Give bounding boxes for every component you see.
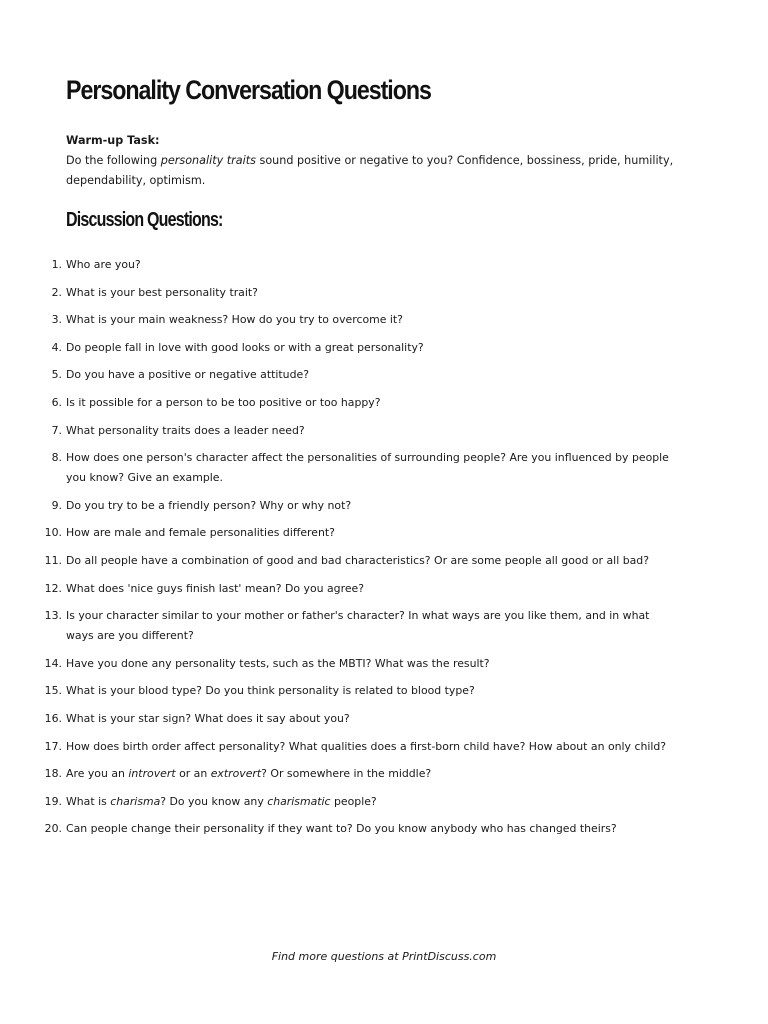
question-text-part: ? Do you know any <box>160 794 268 808</box>
question-item <box>0 792 678 812</box>
question-item <box>0 338 678 358</box>
question-number: 17. <box>44 739 62 753</box>
question-text: How does birth order affect personality? What qualities does a first-born child have? How about an only child? <box>66 739 667 753</box>
question-item <box>0 283 678 303</box>
question-text: What is your best personality trait? <box>66 285 258 299</box>
question-item <box>0 709 678 729</box>
question-item <box>0 551 678 571</box>
question-number: 13. <box>44 609 62 623</box>
warmup-text-italic: personality traits <box>160 154 256 167</box>
question-text-part: ? Or somewhere in the middle? <box>261 767 432 781</box>
question-number: 14. <box>44 656 62 670</box>
question-item <box>0 606 678 646</box>
question-item <box>0 255 678 275</box>
question-number: 2. <box>51 285 62 299</box>
question-term: charismatic <box>267 794 331 808</box>
warmup-text-after: sound positive or negative to you? Confidence, bossiness, pride, humility, dependability, optimism. <box>66 154 674 187</box>
question-number: 4. <box>51 340 62 354</box>
question-number: 9. <box>51 498 62 512</box>
question-number: 16. <box>44 711 62 725</box>
question-number: 10. <box>44 526 62 540</box>
question-number: 5. <box>51 368 62 382</box>
warmup-heading: Warm-up Task: <box>66 134 160 147</box>
question-text: Do all people have a combination of good and bad characteristics? Or are some people all good or all bad? <box>66 553 649 567</box>
question-text-part: people? <box>330 794 377 808</box>
question-text: Have you done any personality tests, such as the MBTI? What was the result? <box>66 656 490 670</box>
question-text: What is your blood type? Do you think personality is related to blood type? <box>66 684 475 698</box>
question-number: 8. <box>51 451 62 465</box>
question-text: How does one person's character affect the personalities of surrounding people? Are you influenced by people you know? Give an example. <box>66 451 669 485</box>
question-number: 15. <box>44 684 62 698</box>
question-text: Do people fall in love with good looks or with a great personality? <box>66 340 424 354</box>
question-text-part: What is <box>66 794 111 808</box>
question-number: 12. <box>44 581 62 595</box>
question-text: Is your character similar to your mother or father's character? In what ways are you like them, and in what ways are you different? <box>66 609 650 643</box>
question-text: Who are you? <box>66 258 141 271</box>
question-text: What is your star sign? What does it say about you? <box>66 711 350 725</box>
question-item <box>0 523 678 543</box>
warmup-task <box>66 131 686 191</box>
footer-text: Find more questions at PrintDiscuss.com <box>271 950 497 963</box>
question-item <box>0 654 678 674</box>
question-item <box>0 496 678 516</box>
question-text <box>66 795 377 808</box>
question-text <box>66 767 431 780</box>
question-item <box>0 819 678 839</box>
question-number: 19. <box>44 794 62 808</box>
question-number: 11. <box>44 553 62 567</box>
question-text: Can people change their personality if they want to? Do you know anybody who has changed theirs? <box>66 822 617 836</box>
question-number: 18. <box>44 767 62 781</box>
question-text: What personality traits does a leader need? <box>66 423 305 437</box>
question-number: 20. <box>44 822 62 836</box>
question-text: Is it possible for a person to be too positive or too happy? <box>66 395 381 409</box>
question-term: introvert <box>128 767 176 781</box>
question-text: What does 'nice guys finish last' mean? Do you agree? <box>66 581 364 595</box>
question-text-part: or an <box>175 767 211 781</box>
question-item <box>0 393 678 413</box>
question-item <box>0 421 678 441</box>
section-title: Discussion Questions: <box>66 209 223 231</box>
question-number: 1. <box>51 258 62 271</box>
question-number: 6. <box>51 395 62 409</box>
question-item <box>0 764 678 784</box>
question-text: What is your main weakness? How do you try to overcome it? <box>66 313 403 327</box>
question-text: Do you try to be a friendly person? Why or why not? <box>66 498 352 512</box>
question-text: Do you have a positive or negative attitude? <box>66 368 309 382</box>
question-term: charisma <box>110 794 161 808</box>
question-item <box>0 579 678 599</box>
question-text-part: Are you an <box>66 767 129 781</box>
question-item <box>0 365 678 385</box>
warmup-text-before: Do the following <box>66 154 161 167</box>
question-term: extrovert <box>210 767 262 781</box>
page-title: Personality Conversation Questions <box>66 75 431 105</box>
question-text: How are male and female personalities different? <box>66 526 335 540</box>
question-number: 3. <box>51 313 62 327</box>
question-number: 7. <box>51 423 62 437</box>
question-list <box>0 255 768 847</box>
question-item <box>0 681 678 701</box>
question-item <box>0 737 678 757</box>
question-item <box>0 310 678 330</box>
question-item <box>0 448 678 488</box>
